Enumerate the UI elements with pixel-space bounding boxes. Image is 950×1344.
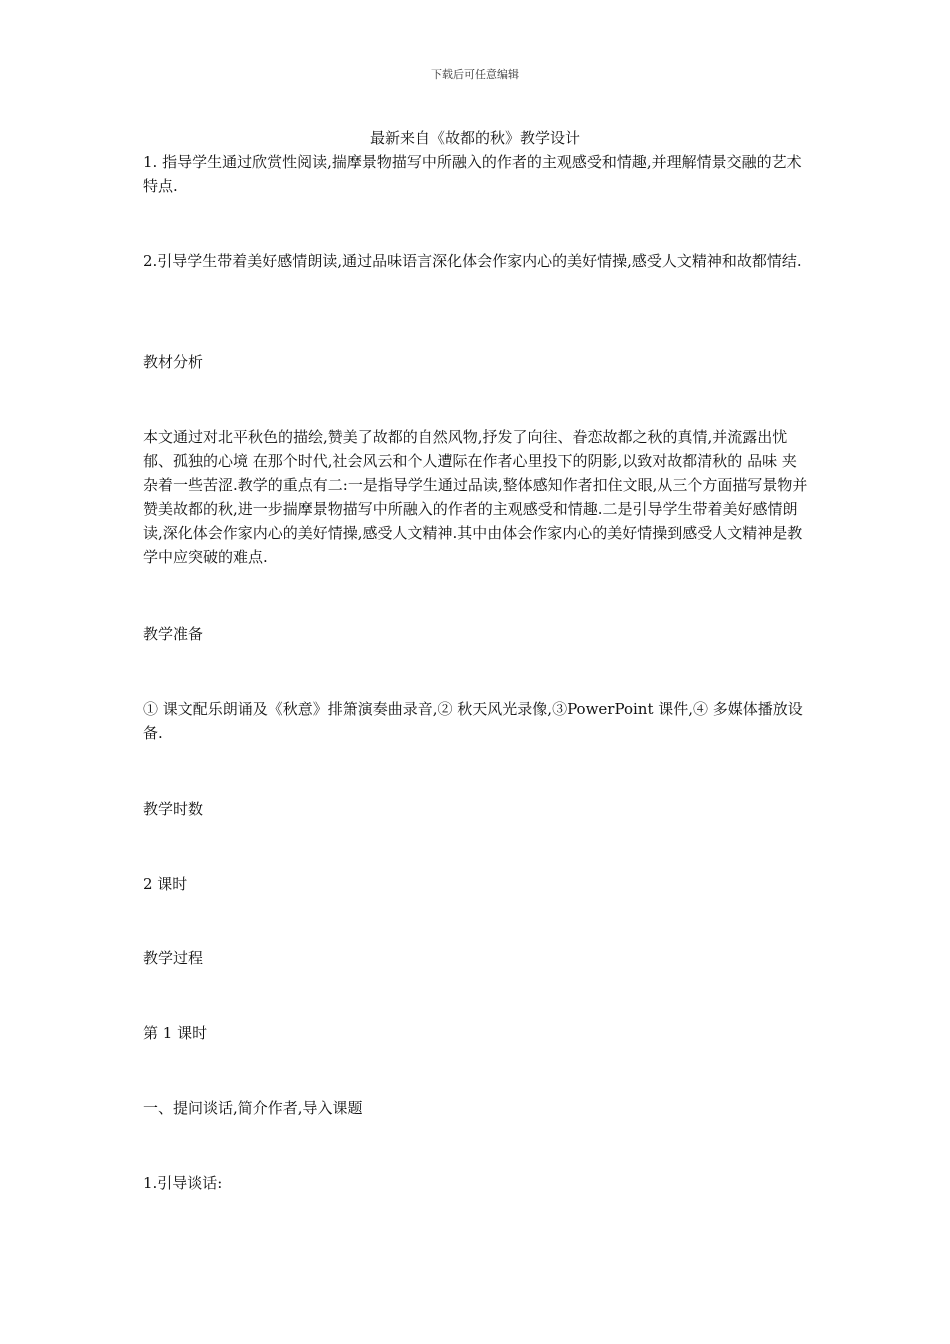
step-1-1-item: 1.引导谈话: [143, 1174, 223, 1192]
objective-1-paragraph: 1. 指导学生通过欣赏性阅读,揣摩景物描写中所融入的作者的主观感受和情趣,并理解情景交融的艺术特点. [143, 153, 802, 195]
objective-2-paragraph: 2.引导学生带着美好感情朗读,通过品味语言深化体会作家内心的美好情操,感受人文精神和故都情结. [143, 252, 802, 270]
section-heading-prep: 教学准备 [143, 625, 204, 643]
section-heading-material: 教材分析 [143, 353, 204, 371]
teaching-prep-paragraph: ① 课文配乐朗诵及《秋意》排箫演奏曲录音,② 秋天风光录像,③PowerPoint 课件,④ 多媒体播放设备. [143, 700, 803, 742]
step-1-heading: 一、提问谈话,简介作者,导入课题 [143, 1099, 363, 1117]
material-analysis-paragraph: 本文通过对北平秋色的描绘,赞美了故都的自然风物,抒发了向往、眷恋故都之秋的真情,并流露出忧郁、孤独的心境 在那个时代,社会风云和个人遭际在作者心里投下的阴影,以致对故都清秋的 品味 夹杂着一些苦涩.教学的重点有二:一是指导学生通过品读,整体感知作者扣住文眼,从三个方面描写景物并赞美故都的秋,进一步揣摩景物描写中所融入的作者的主观感受和情趣.二是引导学生带着美好感情朗读,深化体会作家内心的美好情操,感受人文精神.其中由体会作家内心的美好情操到感受人文精神是教学中应突破的难点. [143, 428, 808, 566]
section-heading-hours: 教学时数 [143, 800, 204, 818]
document-title: 最新来自《故都的秋》教学设计 [369, 129, 580, 147]
section-heading-process: 教学过程 [143, 949, 204, 967]
teaching-hours-value: 2 课时 [143, 875, 188, 893]
lesson-1-heading: 第 1 课时 [143, 1024, 208, 1042]
header-note: 下载后可任意编辑 [431, 68, 519, 81]
